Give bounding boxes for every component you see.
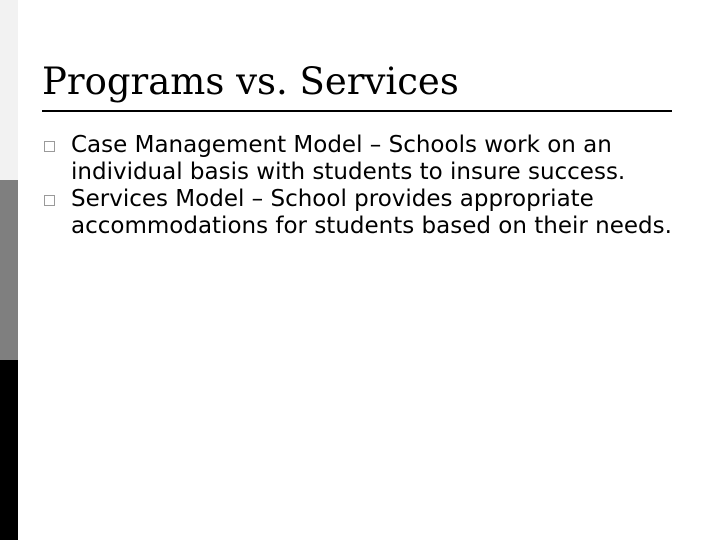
bullet-item-services-model — [43, 186, 673, 240]
square-bullet-icon — [44, 195, 55, 206]
side-strip-light — [0, 0, 18, 180]
slide-title: Programs vs. Services — [42, 60, 459, 103]
side-strip-mid — [0, 180, 18, 360]
bullet-list — [43, 132, 673, 240]
side-strip-dark — [0, 360, 18, 540]
square-bullet-icon — [44, 141, 55, 152]
bullet-text: Services Model – School provides appropriate accommodations for students based on their needs. — [71, 186, 672, 239]
bullet-text: Case Management Model – Schools work on an individual basis with students to insure success. — [71, 132, 626, 185]
title-underline — [42, 110, 672, 112]
bullet-item-case-management — [43, 132, 673, 186]
